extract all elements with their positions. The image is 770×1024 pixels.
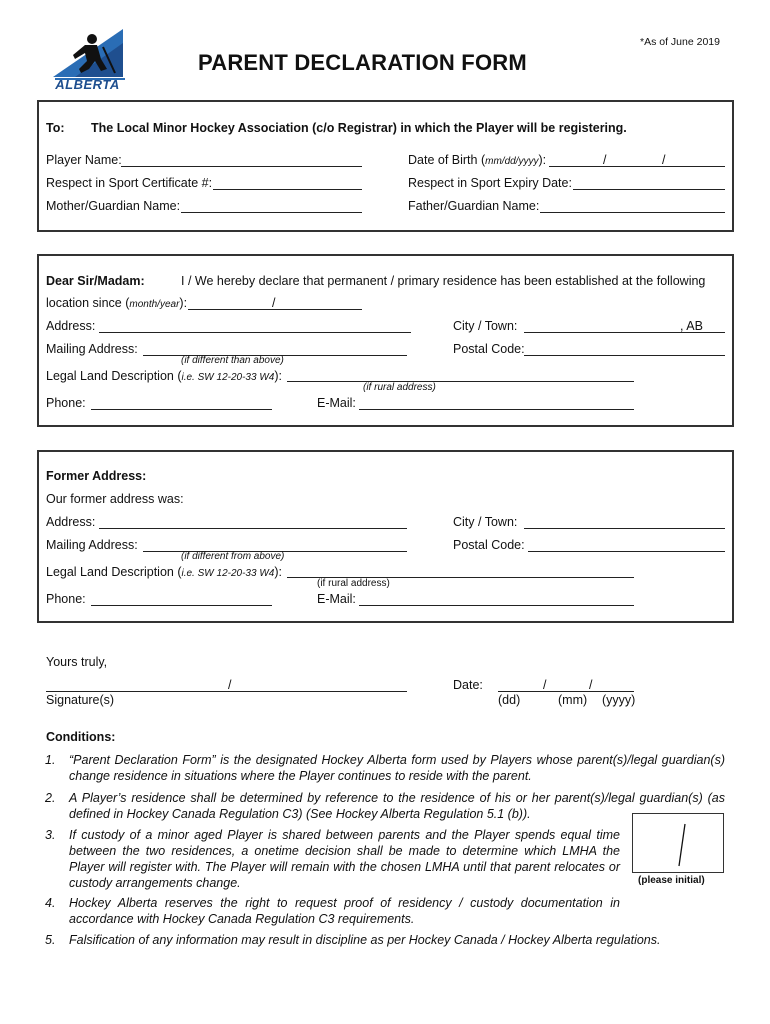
page-title: PARENT DECLARATION FORM bbox=[198, 50, 527, 75]
former-legal-land-label: Legal Land Description (i.e. SW 12-20-33 W4): bbox=[46, 565, 282, 579]
city-town-label: City / Town: bbox=[453, 319, 518, 333]
former-address-heading: Former Address: bbox=[46, 469, 147, 483]
date-slash-1: / bbox=[543, 678, 547, 692]
initial-box[interactable] bbox=[632, 813, 724, 873]
dob-field[interactable] bbox=[549, 166, 725, 167]
former-if-rural-note: (if rural address) bbox=[317, 578, 390, 589]
former-address-field[interactable] bbox=[99, 528, 407, 529]
ris-certificate-field[interactable] bbox=[213, 189, 362, 190]
logo-text: ALBERTA bbox=[55, 77, 120, 92]
former-postal-field[interactable] bbox=[528, 551, 725, 552]
yours-truly: Yours truly, bbox=[46, 655, 108, 669]
to-label: To: bbox=[46, 121, 65, 135]
dear-sir-madam: Dear Sir/Madam: bbox=[46, 274, 145, 288]
condition-text: A Player’s residence shall be determined by reference to the residence of his or her parent(s)/legal guardian(s) (as defined in Hockey Canada Regulation C3) (See Hockey Alberta Regulation 5.1 (b)). bbox=[69, 791, 725, 821]
dob-slash-1: / bbox=[603, 153, 607, 167]
condition-text: Falsification of any information may result in discipline as per Hockey Canada / Hockey Alberta regulations. bbox=[69, 933, 661, 947]
condition-number: 4. bbox=[45, 896, 56, 910]
phone-field[interactable] bbox=[91, 409, 272, 410]
phone-label: Phone: bbox=[46, 396, 86, 410]
former-city-field[interactable] bbox=[524, 528, 725, 529]
condition-item bbox=[45, 827, 620, 891]
condition-number: 3. bbox=[45, 828, 56, 842]
date-mm-label: (mm) bbox=[558, 693, 588, 707]
condition-item bbox=[45, 752, 725, 784]
father-guardian-field[interactable] bbox=[540, 212, 725, 213]
date-slash-2: / bbox=[589, 678, 593, 692]
signature-slash: / bbox=[228, 678, 232, 692]
if-different-note: (if different than above) bbox=[181, 355, 284, 366]
player-name-field[interactable] bbox=[121, 166, 362, 167]
signature-field[interactable] bbox=[46, 691, 407, 692]
postal-code-label: Postal Code: bbox=[453, 342, 525, 356]
date-label: Date: bbox=[453, 678, 483, 692]
condition-number: 5. bbox=[45, 933, 56, 947]
date-yyyy-label: (yyyy) bbox=[602, 693, 636, 707]
province-ab: , AB bbox=[680, 319, 703, 333]
condition-item bbox=[45, 895, 620, 927]
former-email-label: E-Mail: bbox=[317, 592, 356, 606]
condition-text: If custody of a minor aged Player is shared between parents and the Player spends equal time between the two residences, a onetime decision shall be made to determine which LMHA the Player will register with. The Player will remain with the chosen LMHA until that parent relocates or custody arrangements change. bbox=[69, 828, 620, 890]
former-address-label: Address: bbox=[46, 515, 96, 529]
address-label: Address: bbox=[46, 319, 96, 333]
legal-land-label: Legal Land Description (i.e. SW 12-20-33 W4): bbox=[46, 369, 282, 383]
ris-expiry-label: Respect in Sport Expiry Date: bbox=[408, 176, 572, 190]
condition-item bbox=[45, 790, 725, 822]
signatures-label: Signature(s) bbox=[46, 693, 115, 707]
hockey-alberta-logo bbox=[45, 25, 130, 93]
if-rural-note: (if rural address) bbox=[363, 382, 436, 393]
condition-text: Hockey Alberta reserves the right to request proof of residency / custody documentation in accordance with Hockey Canada Regulation C3 requirements. bbox=[69, 896, 620, 926]
address-field[interactable] bbox=[99, 332, 411, 333]
email-field[interactable] bbox=[359, 409, 634, 410]
mother-guardian-field[interactable] bbox=[181, 212, 362, 213]
date-dd-label: (dd) bbox=[498, 693, 521, 707]
condition-number: 2. bbox=[45, 791, 56, 805]
postal-code-field[interactable] bbox=[524, 355, 725, 356]
father-guardian-label: Father/Guardian Name: bbox=[408, 199, 540, 213]
former-phone-label: Phone: bbox=[46, 592, 86, 606]
ris-expiry-field[interactable] bbox=[573, 189, 725, 190]
condition-item bbox=[45, 932, 725, 948]
former-email-field[interactable] bbox=[359, 605, 634, 606]
ris-certificate-label: Respect in Sport Certificate #: bbox=[46, 176, 213, 190]
former-phone-field[interactable] bbox=[91, 605, 272, 606]
please-initial-label: (please initial) bbox=[638, 875, 705, 886]
legal-land-field[interactable] bbox=[287, 381, 634, 382]
former-if-different-note: (if different from above) bbox=[181, 551, 285, 562]
date-field[interactable] bbox=[498, 691, 634, 692]
declaration-text: I / We hereby declare that permanent / primary residence has been established at the following bbox=[181, 274, 706, 288]
location-since-slash: / bbox=[272, 296, 276, 310]
former-postal-label: Postal Code: bbox=[453, 538, 525, 552]
mother-guardian-label: Mother/Guardian Name: bbox=[46, 199, 181, 213]
former-address-intro: Our former address was: bbox=[46, 492, 184, 506]
player-name-label: Player Name: bbox=[46, 153, 122, 167]
former-city-label: City / Town: bbox=[453, 515, 518, 529]
dob-slash-2: / bbox=[662, 153, 666, 167]
condition-number: 1. bbox=[45, 753, 56, 767]
dob-label: Date of Birth (mm/dd/yyyy): bbox=[408, 153, 547, 167]
mailing-address-label: Mailing Address: bbox=[46, 342, 138, 356]
conditions-heading: Conditions: bbox=[46, 730, 116, 744]
former-mailing-label: Mailing Address: bbox=[46, 538, 138, 552]
to-text: The Local Minor Hockey Association (c/o Registrar) in which the Player will be registering. bbox=[91, 121, 627, 135]
condition-text: “Parent Declaration Form” is the designated Hockey Alberta form used by Players whose parent(s)/legal guardian(s) change residence in situations where the Player continues to reside with the parent. bbox=[69, 753, 725, 783]
email-label: E-Mail: bbox=[317, 396, 356, 410]
as-of-date: *As of June 2019 bbox=[640, 36, 720, 48]
location-since-label: location since (month/year): bbox=[46, 296, 188, 310]
initial-stroke bbox=[633, 814, 725, 874]
